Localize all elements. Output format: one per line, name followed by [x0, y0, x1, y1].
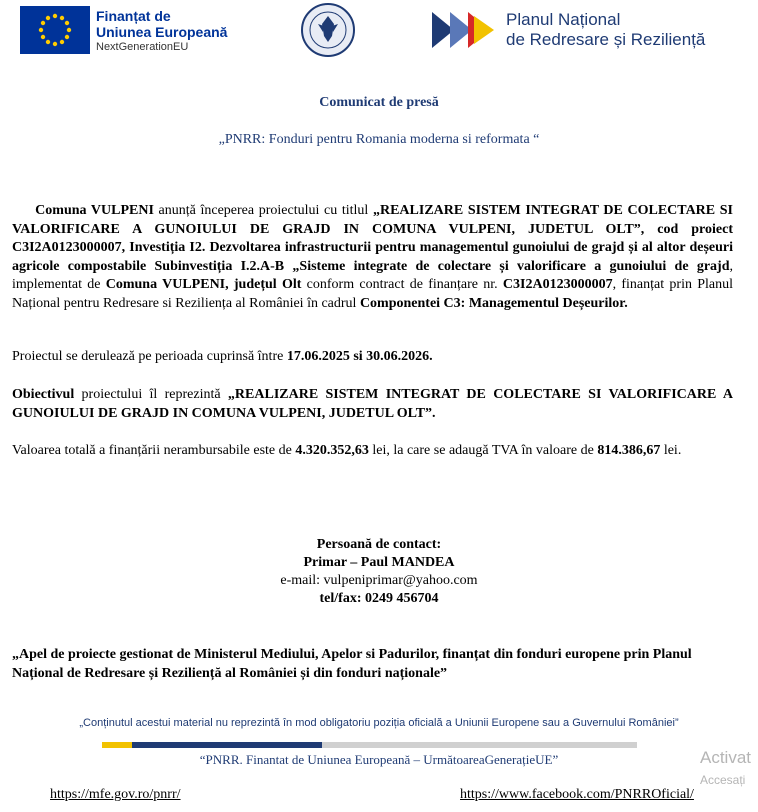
contract-number: C3I2A0123000007	[502, 277, 613, 292]
contact-phone: tel/fax: 0249 456704	[319, 591, 439, 606]
project-objective-paragraph: Obiectivul proiectului îl reprezintă „REALIZARE SISTEM INTEGRAT DE COLECTARE SI VALORIFICARE A GUNOIULUI DE GRAJD IN COMUNA VULPENI, JUDETUL OLT”.	[12, 387, 734, 421]
pnrr-logo-line2: de Redresare și Reziliență	[506, 30, 706, 49]
eu-funding-logo	[20, 6, 230, 54]
footer-divider-bar	[102, 742, 637, 748]
contact-name: Primar – Paul MANDEA	[303, 555, 455, 570]
project-period: 17.06.2025 si 30.06.2026.	[286, 349, 433, 364]
page-title: Comunicat de presă	[319, 95, 439, 110]
mfe-link[interactable]: https://mfe.gov.ro/pnrr/	[50, 787, 181, 802]
eu-logo-line1: Finanțat de	[96, 8, 171, 24]
vat-amount: 814.386,67	[597, 443, 661, 458]
funding-amount: 4.320.352,63	[295, 443, 369, 458]
windows-activation-watermark: Activat	[700, 748, 752, 767]
project-period-paragraph: Proiectul se derulează pe perioada cuprinsă între 17.06.2025 si 30.06.2026.	[12, 349, 433, 364]
disclaimer-text: „Conținutul acestui material nu reprezintă în mod obligatoriu poziția oficială a Uniunii Europene sau a Guvernului României”	[79, 717, 679, 729]
pnrr-arrows-icon	[430, 8, 502, 52]
project-title: „REALIZARE SISTEM INTEGRAT DE COLECTARE SI VALORIFICARE A GUNOIULUI DE GRAJD IN COMUNA VULPENI, JUDETUL OLT”, cod proiect C3I2A0123000007, Investiția I2. Dezvoltarea infrastructurii pentru managementul gunoiului de grajd și al altor deșeuri agricole compostabile Subinvestiția I.2.A-B „Sisteme integrate de colectare și valorificare a gunoiului de grajd	[12, 203, 734, 274]
objective-title: „REALIZARE SISTEM INTEGRAT DE COLECTARE SI VALORIFICARE A GUNOIULUI DE GRAJD IN COMUNA VULPENI, JUDETUL OLT”.	[12, 387, 734, 421]
component-name: Componentei C3: Managementul Deșeurilor.	[359, 295, 628, 311]
pnrr-logo	[430, 8, 730, 52]
funding-value-paragraph: Valoarea totală a finanțării nerambursabile este de 4.320.352,63 lei, la care se adaugă TVA în valoare de 814.386,67 lei.	[12, 443, 682, 458]
eu-flag-icon	[20, 6, 90, 54]
eu-logo-line2: Uniunea Europeană	[96, 24, 228, 40]
funding-appeal-statement: „Apel de proiecte gestionat de Ministerul Mediului, Apelor si Padurilor, finanțat din fonduri europene prin Planul Național de Redresare și Reziliență al României și din fonduri naționale”	[12, 647, 692, 681]
windows-activation-watermark-sub: Accesați	[700, 773, 746, 787]
page-subtitle: „PNRR: Fonduri pentru Romania moderna si reformata “	[218, 132, 540, 147]
romanian-government-seal-icon	[300, 2, 356, 58]
facebook-link[interactable]: https://www.facebook.com/PNRROficial/	[460, 787, 694, 802]
contact-email[interactable]: e-mail: vulpeniprimar@yahoo.com	[280, 573, 478, 588]
eu-logo-line3: NextGenerationEU	[96, 41, 189, 53]
project-announcement-paragraph: Comuna VULPENI anunță începerea proiectului cu titlul „REALIZARE SISTEM INTEGRAT DE COLECTARE SI VALORIFICARE A GUNOIULUI DE GRAJD IN COMUNA VULPENI, JUDETUL OLT”, cod proiect C3I2A0123000007, Investiția I2. Dezvoltarea infrastructurii pentru managementul gunoiului de grajd și al altor deșeuri agricole compostabile Subinvestiția I.2.A-B „Sisteme integrate de colectare și valorificare a gunoiului de grajd, implementat de Comuna VULPENI, județul Olt conform contract de finanțare nr. C3I2A0123000007, finanțat prin Planul Național pentru Redresare si Reziliența al României în cadrul Componentei C3: Managementul Deșeurilor.	[12, 203, 734, 311]
contact-heading: Persoană de contact:	[316, 537, 442, 552]
commune-name: Comuna VULPENI	[35, 203, 154, 218]
footer-slogan: “PNRR. Finantat de Uniunea Europeană – UrmătoareaGenerațieUE”	[199, 752, 559, 767]
contact-block	[0, 536, 758, 608]
pnrr-logo-line1: Planul Național	[506, 10, 621, 29]
